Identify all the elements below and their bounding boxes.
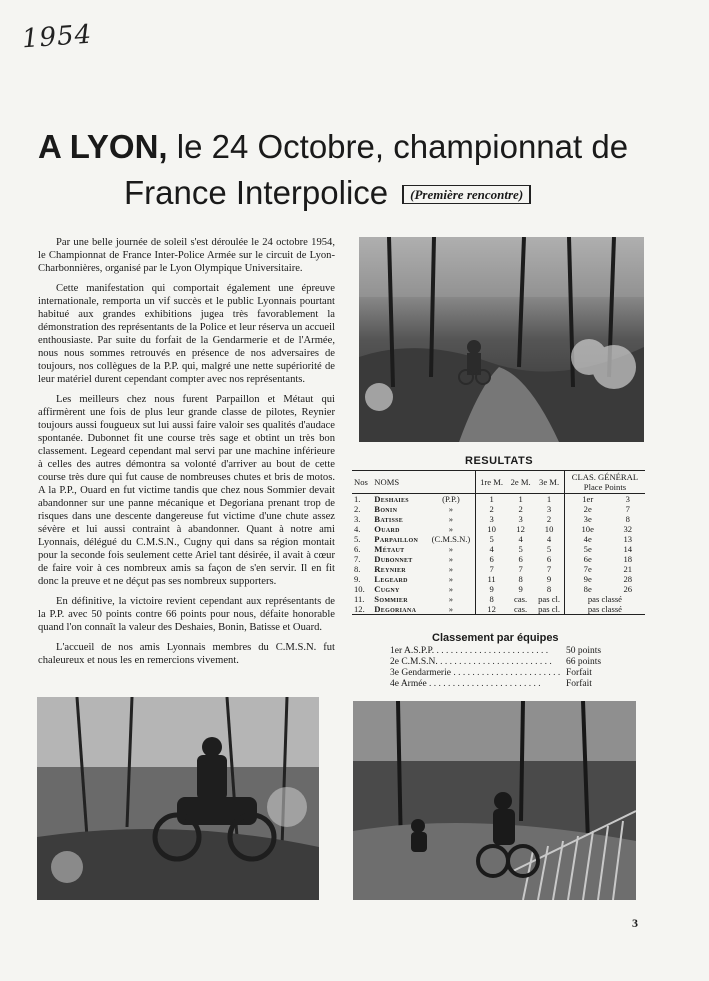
- results-m1-cell: 9: [476, 584, 507, 594]
- headline-subtitle: (Première rencontre): [402, 185, 531, 204]
- header-place-points: Place Points: [583, 482, 627, 492]
- results-m3-cell: 10: [544, 524, 554, 534]
- results-points-cell: 7: [625, 504, 630, 514]
- article-paragraph: Cette manifestation qui comportait également une épreuve internationale, remporta un vif succès et le public Lyonnais pourtant habitué aux grandes exhibitions jugea très favorablement la démonstration des représentants de la Police et leur réserva un accueil enthousiaste. Par suite du forfait de la Gendarmerie et de l'Armée, nous nous sommes retrouvés en présence de nos adversaires de toujours, nos collègues de la P.P. qui, malgré une nette supériorité de leur matériel durent cependant compter avec nos représentants.: [38, 283, 335, 385]
- results-m3-cell: 3: [546, 504, 552, 514]
- header-clas: CLAS. GÉNÉRAL: [571, 472, 639, 482]
- results-club-cell: »: [448, 524, 454, 534]
- results-m3-cell: 5: [546, 544, 552, 554]
- results-row: [352, 534, 645, 544]
- results-name-cell: Deshaies: [374, 494, 409, 504]
- results-m3-cell: pas cl.: [538, 594, 561, 604]
- results-m3-cell: pas cl.: [538, 604, 561, 614]
- results-place-cell: 5e: [564, 544, 610, 554]
- article-column: [38, 236, 335, 674]
- results-no-cell: 4.: [354, 524, 361, 534]
- results-no-cell: 6.: [354, 544, 361, 554]
- team-score: 50 points: [566, 646, 602, 656]
- results-name-cell: Parpaillon: [374, 534, 419, 544]
- results-no-cell: 11.: [354, 594, 365, 604]
- results-club-cell: »: [448, 564, 454, 574]
- results-m1-cell: 7: [476, 564, 507, 574]
- header-club: [427, 471, 476, 494]
- team-row: [390, 657, 630, 668]
- team-name: 4e Armée . . .: [390, 679, 560, 690]
- team-score: 66 points: [566, 657, 602, 667]
- results-row: [352, 494, 645, 505]
- results-m3-cell: 8: [546, 584, 552, 594]
- results-header-row: [352, 471, 645, 494]
- results-row: [352, 554, 645, 564]
- results-points-cell: 8: [625, 514, 630, 524]
- results-club-cell: »: [448, 544, 454, 554]
- header-no: Nos: [352, 471, 372, 494]
- results-place-cell: 1er: [564, 494, 610, 505]
- results-name-cell: Cugny: [374, 584, 400, 594]
- results-m2-cell: cas.: [514, 604, 528, 614]
- headline-line2: [124, 174, 684, 212]
- results-place-cell: pas classé: [564, 604, 645, 615]
- results-name-cell: Bonin: [374, 504, 398, 514]
- header-m2: 2e M.: [507, 471, 534, 494]
- team-row: [390, 668, 630, 679]
- results-no-cell: 3.: [354, 514, 361, 524]
- headline-location: A LYON,: [38, 128, 168, 165]
- results-club-cell: »: [448, 594, 454, 604]
- results-m3-cell: 9: [546, 574, 552, 584]
- results-body: [352, 494, 645, 615]
- team-name: 1er A.S.P.P. . . .: [390, 646, 560, 657]
- results-points-cell: 32: [623, 524, 633, 534]
- results-place-cell: 3e: [564, 514, 610, 524]
- results-place-cell: 10e: [564, 524, 610, 534]
- results-m1-cell: 11: [476, 574, 507, 584]
- results-points-cell: 14: [623, 544, 633, 554]
- results-m2-cell: 12: [516, 524, 525, 534]
- results-m2-cell: 8: [518, 574, 523, 584]
- results-m1-cell: 2: [476, 504, 507, 514]
- headline-line1: [38, 128, 678, 166]
- results-no-cell: 5.: [354, 534, 361, 544]
- results-club-cell: »: [448, 554, 454, 564]
- results-no-cell: 9.: [354, 574, 361, 584]
- results-points-cell: 13: [623, 534, 633, 544]
- results-row: [352, 524, 645, 534]
- article-paragraph: L'accueil de nos amis Lyonnais membres du C.M.S.N. fut chaleureux et nous les en remercions vivement.: [38, 642, 335, 666]
- team-score: Forfait: [566, 668, 592, 678]
- results-points-cell: 28: [623, 574, 633, 584]
- results-m2-cell: cas.: [514, 594, 528, 604]
- results-no-cell: 8.: [354, 564, 361, 574]
- results-no-cell: 1.: [354, 494, 361, 504]
- results-m1-cell: 12: [476, 604, 507, 615]
- results-place-cell: 7e: [564, 564, 610, 574]
- team-ranking-list: [390, 646, 630, 690]
- results-name-cell: Sommier: [374, 594, 408, 604]
- results-club-cell: »: [448, 584, 454, 594]
- photo-rider-closeup: [37, 697, 319, 900]
- results-club-cell: »: [448, 504, 454, 514]
- page-number: 3: [632, 916, 638, 930]
- team-score: Forfait: [566, 679, 592, 689]
- results-place-cell: 9e: [564, 574, 610, 584]
- results-row: [352, 594, 645, 604]
- results-name-cell: Batisse: [374, 514, 404, 524]
- header-names: NOMS: [372, 471, 426, 494]
- results-no-cell: 2.: [354, 504, 361, 514]
- article-paragraph: Par une belle journée de soleil s'est déroulée le 24 octobre 1954, le Championnat de France Inter-Police Armée sur le circuit de Lyon-Charbonnières, organisé par le Lyon Olympique Universitaire.: [38, 237, 335, 274]
- handwritten-year: 1954: [21, 19, 94, 55]
- results-m2-cell: 9: [518, 584, 523, 594]
- results-points-cell: 21: [623, 564, 633, 574]
- results-place-cell: 6e: [564, 554, 610, 564]
- results-name-cell: Legeard: [374, 574, 408, 584]
- header-m3: 3e M.: [534, 471, 564, 494]
- results-m1-cell: 1: [476, 494, 507, 505]
- team-ranking-title: Classement par équipes: [432, 632, 559, 644]
- results-row: [352, 584, 645, 594]
- results-row: [352, 604, 645, 615]
- photo-forest-rider: [359, 237, 644, 442]
- results-no-cell: 7.: [354, 554, 361, 564]
- results-place-cell: 2e: [564, 504, 610, 514]
- results-points-cell: 18: [623, 554, 633, 564]
- results-no-cell: 12.: [354, 604, 365, 614]
- header-general: [564, 471, 645, 494]
- results-m2-cell: 1: [518, 494, 523, 504]
- results-points-cell: 26: [623, 584, 633, 594]
- photo-rider-fence: [353, 701, 636, 900]
- results-name-cell: Dubonnet: [374, 554, 413, 564]
- results-club-cell: (P.P.): [442, 494, 460, 504]
- results-club-cell: »: [448, 514, 454, 524]
- header-m1: 1re M.: [476, 471, 507, 494]
- results-m1-cell: 4: [476, 544, 507, 554]
- results-name-cell: Métaut: [374, 544, 405, 554]
- results-m3-cell: 2: [546, 514, 552, 524]
- results-m3-cell: 7: [546, 564, 552, 574]
- results-club-cell: (C.M.S.N.): [431, 534, 471, 544]
- results-m3-cell: 1: [546, 494, 552, 504]
- results-name-cell: Reynier: [374, 564, 406, 574]
- results-name-cell: Ouard: [374, 524, 400, 534]
- results-m2-cell: 2: [518, 504, 523, 514]
- results-table: [352, 470, 645, 615]
- results-m3-cell: 4: [546, 534, 552, 544]
- results-place-cell: 4e: [564, 534, 610, 544]
- results-points-cell: 3: [625, 494, 630, 504]
- team-row: [390, 679, 630, 690]
- results-m1-cell: 3: [476, 514, 507, 524]
- team-name: 2e C.M.S.N. . . .: [390, 657, 560, 668]
- results-m1-cell: 10: [476, 524, 507, 534]
- team-name: 3e Gendarmerie . . .: [390, 668, 560, 679]
- results-m2-cell: 7: [518, 564, 523, 574]
- results-row: [352, 564, 645, 574]
- results-name-cell: Degoriana: [374, 604, 417, 614]
- headline-rest: le 24 Octobre, championnat de: [167, 128, 629, 165]
- results-m1-cell: 8: [476, 594, 507, 604]
- results-title: RESULTATS: [465, 455, 534, 467]
- article-paragraph: Les meilleurs chez nous furent Parpaillon et Métaut qui affirmèrent une fois de plus leur grande classe de pilotes, Reynier toujours aussi fougueux sut lui aussi faire valoir ses qualités d'audace spontanée. Dubonnet fit une course très sage et obtint un très bon classement. Legeard cependant mal servi par une machine inférieure à celles des autres démontra sa volonté d'arriver au bout de cette course très dure qui fut cause de nombreuses chutes et bris de motos. A la P.P., Ouard en fut victime tandis que chez nous Sommier devait abandonner sur une panne mécanique et Degoriana prenant trop de risques dans une descente dangereuse fut victime d'une chute assez sévère et lui aussi contraint à abandonner. Quant à notre ami Lyonnais, délégué du C.M.S.N., Cugny qui dans sa région montait pour la seconde fois seulement cette Ariel tant désirée, il avait à cœur de faire voir à ces nombreux amis sa façon de s'en servir. Il en fit donc la preuve et ne déçut pas ses nombreux supporters.: [38, 394, 335, 587]
- team-row: [390, 646, 630, 657]
- results-m2-cell: 6: [518, 554, 523, 564]
- results-no-cell: 10.: [354, 584, 365, 594]
- results-m2-cell: 4: [518, 534, 523, 544]
- article-paragraph: En définitive, la victoire revient cependant aux représentants de la P.P. avec 50 points contre 66 points pour nous, défaite honorable quand l'on connaît la valeur des Deshaies, Bonin, Batisse et Ouard.: [38, 596, 335, 633]
- results-row: [352, 574, 645, 584]
- results-place-cell: pas classé: [564, 594, 645, 604]
- results-m1-cell: 6: [476, 554, 507, 564]
- results-place-cell: 8e: [564, 584, 610, 594]
- results-club-cell: »: [448, 604, 454, 614]
- results-m2-cell: 5: [518, 544, 523, 554]
- results-m1-cell: 5: [476, 534, 507, 544]
- results-row: [352, 504, 645, 514]
- results-m3-cell: 6: [546, 554, 552, 564]
- results-row: [352, 514, 645, 524]
- results-m2-cell: 3: [518, 514, 523, 524]
- results-row: [352, 544, 645, 554]
- results-club-cell: »: [448, 574, 454, 584]
- headline-line2-text: France Interpolice: [124, 174, 389, 211]
